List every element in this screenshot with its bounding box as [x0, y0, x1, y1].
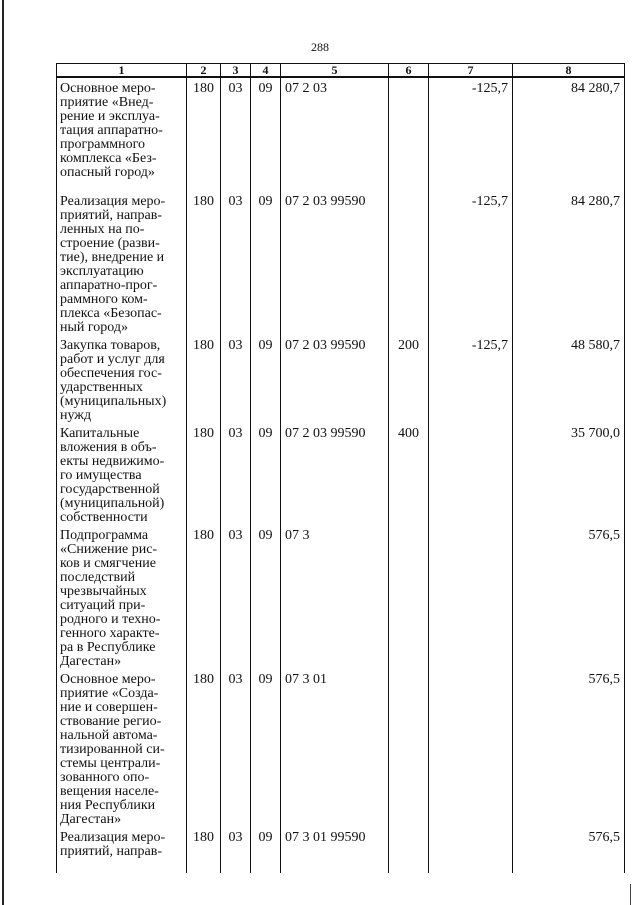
column-header: 3: [221, 64, 251, 78]
change-amount-cell: [429, 669, 513, 827]
change-amount-cell: -125,7: [429, 191, 513, 335]
row-name-cell: Капитальные вложения в объ- екты недвижимо- го имущества государственной (муниципальной) собственности: [57, 423, 187, 525]
page-left-edge: [2, 0, 4, 905]
column-header: 7: [429, 64, 513, 78]
ministry-code-cell: 180: [187, 423, 221, 525]
subsection-cell: 09: [251, 191, 281, 335]
expense-type-cell: 400: [389, 423, 429, 525]
section-cell: 03: [221, 77, 251, 191]
subsection-cell: 09: [251, 423, 281, 525]
column-header: 4: [251, 64, 281, 78]
ministry-code-cell: 180: [187, 191, 221, 335]
total-amount-cell: 84 280,7: [513, 77, 625, 191]
ministry-code-cell: 180: [187, 335, 221, 423]
total-amount-cell: 35 700,0: [513, 423, 625, 525]
column-header: 1: [57, 64, 187, 78]
table-header-row: [57, 64, 625, 78]
section-cell: 03: [221, 423, 251, 525]
row-name-cell: Реализация меро- приятий, направ- ленных на по- строение (разви- тие), внедрение и эксплуатацию аппаратно-прог- раммного ком- плекса «Безопас- ный город»: [57, 191, 187, 335]
subsection-cell: 09: [251, 335, 281, 423]
expense-type-cell: [389, 191, 429, 335]
subsection-cell: 09: [251, 525, 281, 669]
change-amount-cell: -125,7: [429, 77, 513, 191]
total-amount-cell: 84 280,7: [513, 191, 625, 335]
expense-type-cell: [389, 525, 429, 669]
table-row: [57, 77, 625, 191]
total-amount-cell: 576,5: [513, 827, 625, 873]
table-row: [57, 827, 625, 873]
target-article-cell: 07 3 01: [281, 669, 389, 827]
expense-type-cell: 200: [389, 335, 429, 423]
column-header: 5: [281, 64, 389, 78]
table-row: [57, 525, 625, 669]
total-amount-cell: 576,5: [513, 525, 625, 669]
change-amount-cell: [429, 423, 513, 525]
ministry-code-cell: 180: [187, 669, 221, 827]
table-row: [57, 335, 625, 423]
table-row: [57, 669, 625, 827]
page-bottom-mark: [630, 884, 631, 905]
row-name-cell: Основное меро- приятие «Созда- ние и совершен- ствование регио- нальной автома- тизированной си- стемы централи- зованного опо- вещения населе- ния Республики Дагестан»: [57, 669, 187, 827]
subsection-cell: 09: [251, 77, 281, 191]
expense-type-cell: [389, 669, 429, 827]
column-header: 2: [187, 64, 221, 78]
ministry-code-cell: 180: [187, 827, 221, 873]
target-article-cell: 07 2 03 99590: [281, 335, 389, 423]
subsection-cell: 09: [251, 827, 281, 873]
section-cell: 03: [221, 827, 251, 873]
row-name-cell: Реализация меро- приятий, направ-: [57, 827, 187, 873]
budget-table: [56, 63, 625, 873]
expense-type-cell: [389, 827, 429, 873]
section-cell: 03: [221, 191, 251, 335]
total-amount-cell: 576,5: [513, 669, 625, 827]
section-cell: 03: [221, 525, 251, 669]
ministry-code-cell: 180: [187, 525, 221, 669]
table-row: [57, 423, 625, 525]
row-name-cell: Подпрограмма «Снижение рис- ков и смягчение последствий чрезвычайных ситуаций при- родного и техно- генного характе- ра в Республике Дагестан»: [57, 525, 187, 669]
target-article-cell: 07 3: [281, 525, 389, 669]
ministry-code-cell: 180: [187, 77, 221, 191]
subsection-cell: 09: [251, 669, 281, 827]
row-name-cell: Основное меро- приятие «Внед- рение и эксплуа- тация аппаратно- программного комплекса «Без- опасный город»: [57, 77, 187, 191]
column-header: 6: [389, 64, 429, 78]
change-amount-cell: -125,7: [429, 335, 513, 423]
target-article-cell: 07 2 03 99590: [281, 423, 389, 525]
target-article-cell: 07 2 03 99590: [281, 191, 389, 335]
page-number: 288: [311, 40, 329, 54]
change-amount-cell: [429, 827, 513, 873]
table-row: [57, 191, 625, 335]
change-amount-cell: [429, 525, 513, 669]
section-cell: 03: [221, 335, 251, 423]
section-cell: 03: [221, 669, 251, 827]
column-header: 8: [513, 64, 625, 78]
total-amount-cell: 48 580,7: [513, 335, 625, 423]
expense-type-cell: [389, 77, 429, 191]
target-article-cell: 07 2 03: [281, 77, 389, 191]
target-article-cell: 07 3 01 99590: [281, 827, 389, 873]
row-name-cell: Закупка товаров, работ и услуг для обеспечения гос- ударственных (муниципальных) нужд: [57, 335, 187, 423]
